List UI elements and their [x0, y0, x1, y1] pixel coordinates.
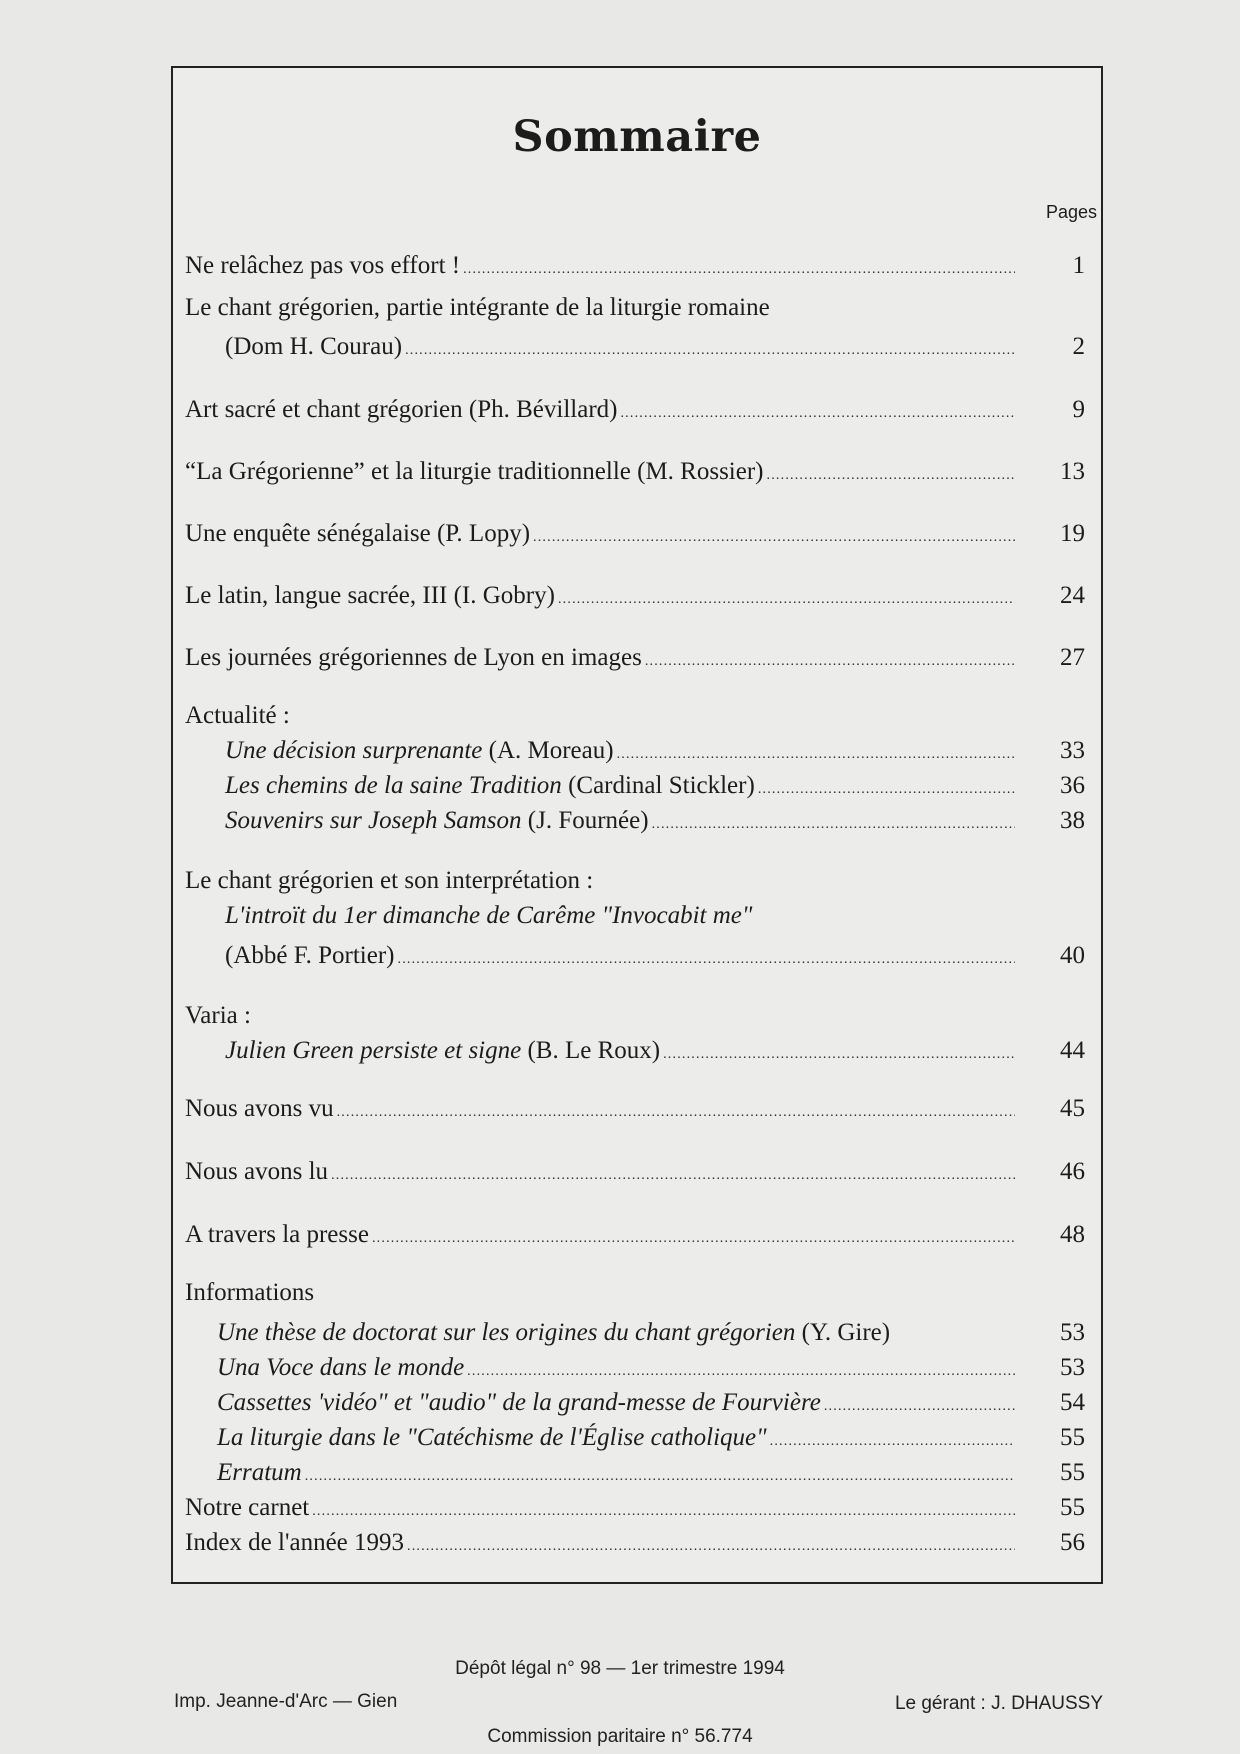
toc-entry-label: [225, 1036, 1015, 1070]
toc-page-number: 53: [1060, 1319, 1085, 1346]
toc-entry-title: [185, 457, 764, 487]
toc-entry[interactable]: [185, 581, 1085, 611]
toc-entry-italic-title: Julien Green persiste et signe: [225, 1037, 522, 1064]
toc-entry[interactable]: [185, 457, 1085, 487]
toc-entry[interactable]: [185, 1036, 1085, 1066]
toc-page-number: 1: [1072, 252, 1085, 279]
toc-entry-text: Les journées grégoriennes de Lyon en images: [185, 644, 642, 671]
toc-entry[interactable]: [185, 395, 1085, 425]
toc-page-number: 38: [1060, 807, 1085, 834]
toc-entry-italic-title: La liturgie dans le "Catéchisme de l'Église catholique": [217, 1424, 767, 1451]
toc-page-number: 33: [1060, 737, 1085, 764]
toc-entry-title: [185, 519, 530, 549]
toc-entry[interactable]: [185, 1528, 1085, 1558]
toc-entry-label: [185, 251, 1015, 285]
toc-page-number: 45: [1060, 1095, 1085, 1122]
toc-entry-text: Une enquête sénégalaise (P. Lopy): [185, 520, 531, 547]
toc-entry-title: [225, 736, 614, 766]
toc-entry-text: (Abbé F. Portier): [225, 942, 395, 969]
toc-entry-title: [217, 1353, 464, 1383]
toc-entry[interactable]: [185, 771, 1085, 801]
printer-credit: Imp. Jeanne-d'Arc — Gien: [174, 1691, 398, 1712]
toc-page-number: 13: [1060, 458, 1085, 485]
toc-page-number: 48: [1060, 1221, 1085, 1248]
toc-entry-title: [185, 395, 617, 425]
toc-entry-title: [225, 806, 649, 836]
toc-entry-label: [185, 581, 1015, 615]
dot-leader: [407, 1532, 1015, 1562]
toc-entry-title: [225, 332, 402, 362]
toc-entry-text: Index de l'année 1993: [185, 1529, 405, 1556]
toc-entry[interactable]: [185, 1493, 1085, 1523]
toc-entry[interactable]: [185, 1458, 1085, 1488]
toc-entry-label: [185, 1220, 1015, 1254]
toc-entry-italic-title: Una Voce dans le monde: [217, 1354, 465, 1381]
toc-entry[interactable]: [185, 941, 1085, 971]
toc-entry[interactable]: [185, 1423, 1085, 1453]
pages-column-label: Pages: [1045, 202, 1097, 222]
toc-entry-italic-title: Une thèse de doctorat sur les origines du chant grégorien: [217, 1319, 796, 1346]
toc-entry[interactable]: [185, 806, 1085, 836]
toc-entry-title: [225, 941, 395, 971]
toc-section-heading: Informations: [185, 1279, 315, 1306]
toc-entry-text: “La Grégorienne” et la liturgie traditionnelle (M. Rossier): [185, 458, 764, 485]
toc-entry-label: [217, 1423, 1015, 1457]
toc-entry-title: [217, 1458, 302, 1488]
toc-entry-text: (Dom H. Courau): [225, 333, 403, 360]
toc-entry-text: Nous avons lu: [185, 1158, 329, 1185]
dot-leader: [331, 1161, 1015, 1191]
toc-entry-label: [225, 941, 1015, 975]
toc-page-number: 27: [1060, 644, 1085, 671]
dot-leader: [372, 1224, 1015, 1254]
toc-entry-label: [185, 457, 1015, 491]
toc-entry[interactable]: [185, 736, 1085, 766]
toc-entry-text: Nous avons vu: [185, 1095, 334, 1122]
depot-legal: Dépôt légal n° 98 — 1er trimestre 1994: [455, 1658, 785, 1679]
dot-leader: [620, 399, 1015, 429]
toc-entry-label: [185, 519, 1015, 553]
toc-entry-title: [185, 1157, 328, 1187]
toc-entry-label: [217, 1388, 1015, 1422]
toc-page-number: 55: [1060, 1459, 1085, 1486]
toc-section-heading: Le chant grégorien et son interprétation :: [185, 867, 594, 894]
toc-page-number: 36: [1060, 772, 1085, 799]
dot-leader: [463, 255, 1015, 285]
toc-entry-title: [185, 1493, 309, 1523]
toc-section-heading: Actualité :: [185, 702, 290, 729]
toc-entry-title: [185, 251, 460, 281]
toc-entry-title: [185, 643, 642, 673]
toc-section-heading: Varia :: [185, 1002, 251, 1029]
dot-leader: [305, 1462, 1015, 1492]
toc-entry-text: A travers la presse: [185, 1221, 369, 1248]
toc-entry-title: [185, 581, 555, 611]
dot-leader: [645, 647, 1015, 677]
toc-page-number: 2: [1072, 333, 1085, 360]
toc-page-number: 24: [1060, 582, 1085, 609]
toc-entry-italic-title: Les chemins de la saine Tradition: [225, 772, 562, 799]
toc-page-number: 44: [1060, 1037, 1085, 1064]
toc-page-number: 56: [1060, 1529, 1085, 1556]
toc-entry[interactable]: [185, 251, 1085, 281]
toc-entry-italic-title: Erratum: [217, 1459, 302, 1486]
toc-page-number: 55: [1060, 1494, 1085, 1521]
toc-entry-title: [225, 771, 755, 801]
toc-page-number: 19: [1060, 520, 1085, 547]
toc-entry-title: [185, 1528, 404, 1558]
toc-entry[interactable]: [185, 1353, 1085, 1383]
dot-leader: [824, 1392, 1015, 1422]
toc-entry-text: Le latin, langue sacrée, III (I. Gobry): [185, 582, 555, 609]
toc-entry-title: [217, 1318, 890, 1348]
toc-entry-label: [217, 1353, 1015, 1387]
toc-entry[interactable]: [185, 643, 1085, 673]
commission-paritaire: Commission paritaire n° 56.774: [487, 1726, 753, 1747]
toc-entry-label: [185, 1157, 1015, 1191]
toc-entry-text: (B. Le Roux): [521, 1037, 661, 1064]
toc-entry-text: (Y. Gire): [795, 1319, 891, 1346]
toc-entry-italic-title: Cassettes 'vidéo" et "audio" de la grand-messe de Fourvière: [217, 1389, 821, 1416]
toc-entry-text: Ne relâchez pas vos effort !: [185, 252, 461, 279]
toc-entry-label: [185, 1493, 1015, 1527]
dot-leader: [617, 740, 1015, 770]
dot-leader: [558, 585, 1015, 615]
toc-entry-italic-title: Souvenirs sur Joseph Samson: [225, 807, 522, 834]
toc-entry-label: [225, 771, 1015, 805]
toc-entry-text: Art sacré et chant grégorien (Ph. Bévillard): [185, 396, 618, 423]
table-of-contents-frame: [171, 66, 1103, 1584]
toc-entry-text: (J. Fournée): [521, 807, 649, 834]
toc-entry-title: [225, 1036, 660, 1066]
toc-entry-label: [225, 806, 1015, 840]
dot-leader: [337, 1098, 1015, 1128]
toc-entry-title: [217, 1423, 767, 1453]
dot-leader: [652, 810, 1015, 840]
dot-leader: [758, 775, 1015, 805]
dot-leader: [467, 1357, 1015, 1387]
toc-entry-text: (A. Moreau): [482, 737, 614, 764]
dot-leader: [767, 461, 1015, 491]
toc-page-number: 55: [1060, 1424, 1085, 1451]
toc-entry-italic-title: Une décision surprenante: [225, 737, 483, 764]
dot-leader: [398, 945, 1016, 975]
toc-entry-label: [185, 1528, 1015, 1562]
toc-entry-label: [225, 736, 1015, 770]
toc-page-number: 40: [1060, 942, 1085, 969]
dot-leader: [312, 1497, 1015, 1527]
toc-entry-label: [225, 332, 1015, 366]
toc-entry-label: [217, 1318, 1015, 1348]
toc-section-heading: Le chant grégorien, partie intégrante de la liturgie romaine: [185, 294, 770, 321]
toc-page-number: 9: [1072, 396, 1085, 423]
toc-entry[interactable]: [185, 1388, 1085, 1418]
dot-leader: [405, 336, 1015, 366]
toc-entry[interactable]: [185, 332, 1085, 362]
toc-entry[interactable]: [185, 519, 1085, 549]
toc-entry-label: [185, 1094, 1015, 1128]
dot-leader: [770, 1427, 1015, 1457]
toc-entry-title: [185, 1220, 369, 1250]
toc-entry[interactable]: [185, 1318, 1085, 1348]
toc-page-number: 54: [1060, 1389, 1085, 1416]
toc-section-heading: L'introït du 1er dimanche de Carême "Invocabit me": [225, 902, 753, 929]
toc-entry[interactable]: [185, 1220, 1085, 1250]
toc-entry-text: (Cardinal Stickler): [561, 772, 755, 799]
dot-leader: [663, 1040, 1015, 1070]
page-title: Sommaire: [512, 112, 762, 162]
toc-entry-title: [217, 1388, 821, 1418]
toc-entry-label: [185, 395, 1015, 429]
toc-page-number: 53: [1060, 1354, 1085, 1381]
toc-entry-label: [185, 643, 1015, 677]
toc-entry-text: Notre carnet: [185, 1494, 310, 1521]
toc-entry-label: [217, 1458, 1015, 1492]
toc-entry-title: [185, 1094, 334, 1124]
manager-credit: Le gérant : J. DHAUSSY: [894, 1693, 1103, 1714]
toc-page-number: 46: [1060, 1158, 1085, 1185]
dot-leader: [533, 523, 1015, 553]
toc-entry[interactable]: [185, 1157, 1085, 1187]
toc-entry[interactable]: [185, 1094, 1085, 1124]
